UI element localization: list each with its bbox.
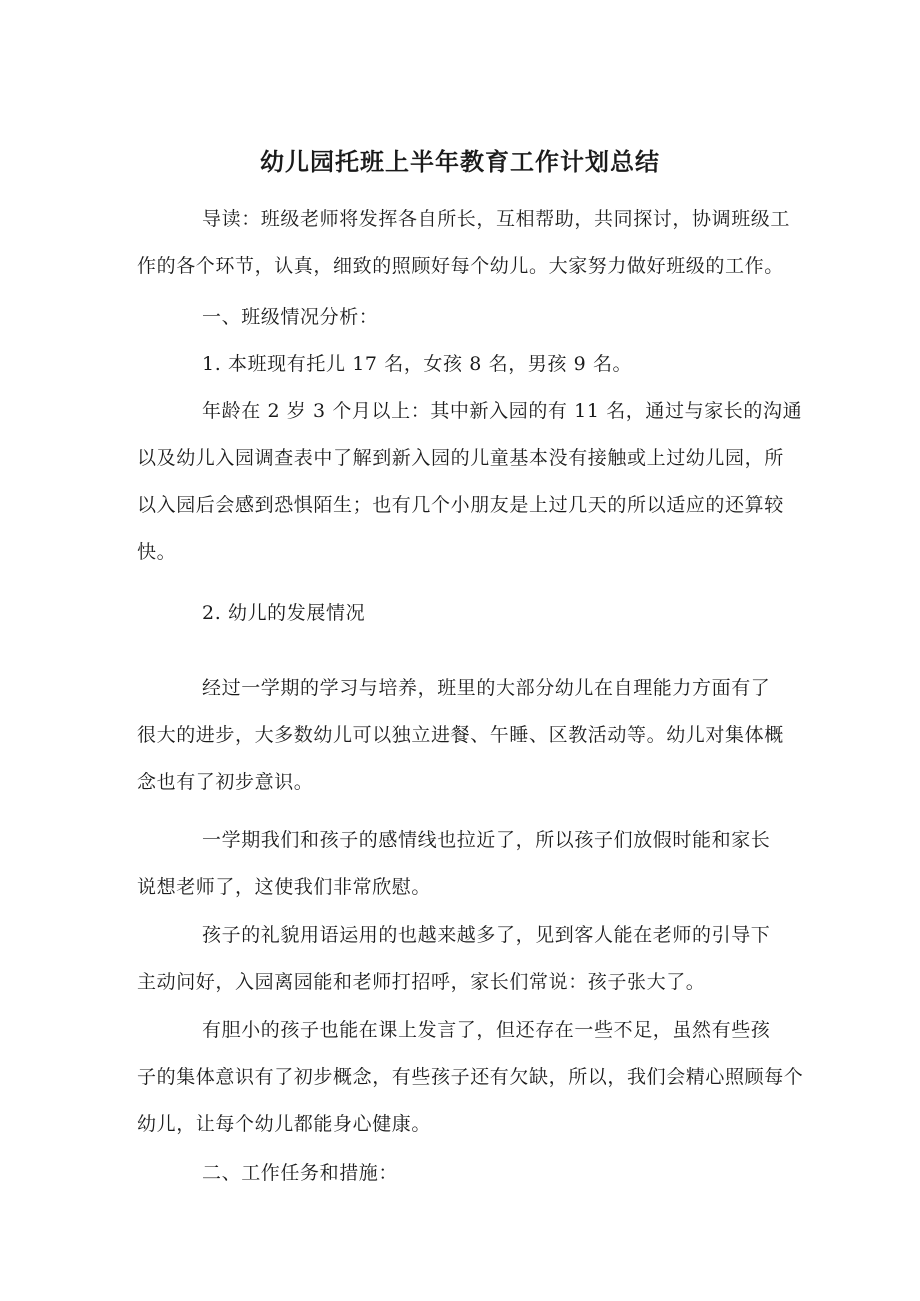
paragraph-item-1 <box>137 341 797 388</box>
paragraph-line: 2. 幼儿的发展情况 <box>202 602 366 624</box>
paragraph-line: 主动问好，入园离园能和老师打招呼，家长们常说：孩子张大了。 <box>137 971 706 993</box>
paragraph-line: 一学期我们和孩子的感情线也拉近了，所以孩子们放假时能和家长 <box>202 829 771 851</box>
paragraph-line: 一、班级情况分析： <box>202 306 379 328</box>
paragraph-line: 孩子的礼貌用语运用的也越来越多了，见到客人能在老师的引导下 <box>202 924 771 946</box>
paragraph-line: 以及幼儿入园调查表中了解到新入园的儿童基本没有接触或上过幼儿园，所 <box>137 447 784 469</box>
paragraph-line: 作的各个环节，认真，细致的照顾好每个幼儿。大家努力做好班级的工作。 <box>137 255 784 277</box>
paragraph-item-2 <box>137 590 797 637</box>
paragraph-line: 很大的进步，大多数幼儿可以独立进餐、午睡、区教活动等。幼儿对集体概 <box>137 724 784 746</box>
paragraph-intro <box>137 196 797 290</box>
paragraph-line: 1. 本班现有托儿 17 名，女孩 8 名，男孩 9 名。 <box>202 353 633 375</box>
paragraph-line: 幼儿，让每个幼儿都能身心健康。 <box>137 1113 432 1135</box>
paragraph-line: 导读：班级老师将发挥各自所长，互相帮助，共同探讨，协调班级工 <box>202 208 791 230</box>
paragraph-line: 经过一学期的学习与培养，班里的大部分幼儿在自理能力方面有了 <box>202 677 771 699</box>
section-heading-1 <box>137 294 797 341</box>
paragraph-development <box>137 665 797 806</box>
paragraph-line: 有胆小的孩子也能在课上发言了，但还存在一些不足，虽然有些孩 <box>202 1019 771 1041</box>
paragraph-line: 二、工作任务和措施： <box>202 1162 399 1184</box>
paragraph-politeness <box>137 912 797 1006</box>
paragraph-line: 念也有了初步意识。 <box>137 771 314 793</box>
paragraph-age <box>137 388 803 576</box>
paragraph-line: 年龄在 2 岁 3 个月以上：其中新入园的有 11 名，通过与家长的沟通 <box>202 400 803 422</box>
paragraph-line: 以入园后会感到恐惧陌生；也有几个小朋友是上过几天的所以适应的还算较 <box>137 494 784 516</box>
paragraph-line: 子的集体意识有了初步概念，有些孩子还有欠缺，所以，我们会精心照顾每个 <box>137 1066 804 1088</box>
paragraph-shy-children <box>137 1007 804 1148</box>
document-title: 幼儿园托班上半年教育工作计划总结 <box>260 148 660 176</box>
paragraph-line: 说想老师了，这使我们非常欣慰。 <box>137 876 432 898</box>
paragraph-line: 快。 <box>137 541 177 563</box>
paragraph-feelings <box>137 817 797 911</box>
section-heading-2 <box>137 1150 797 1197</box>
